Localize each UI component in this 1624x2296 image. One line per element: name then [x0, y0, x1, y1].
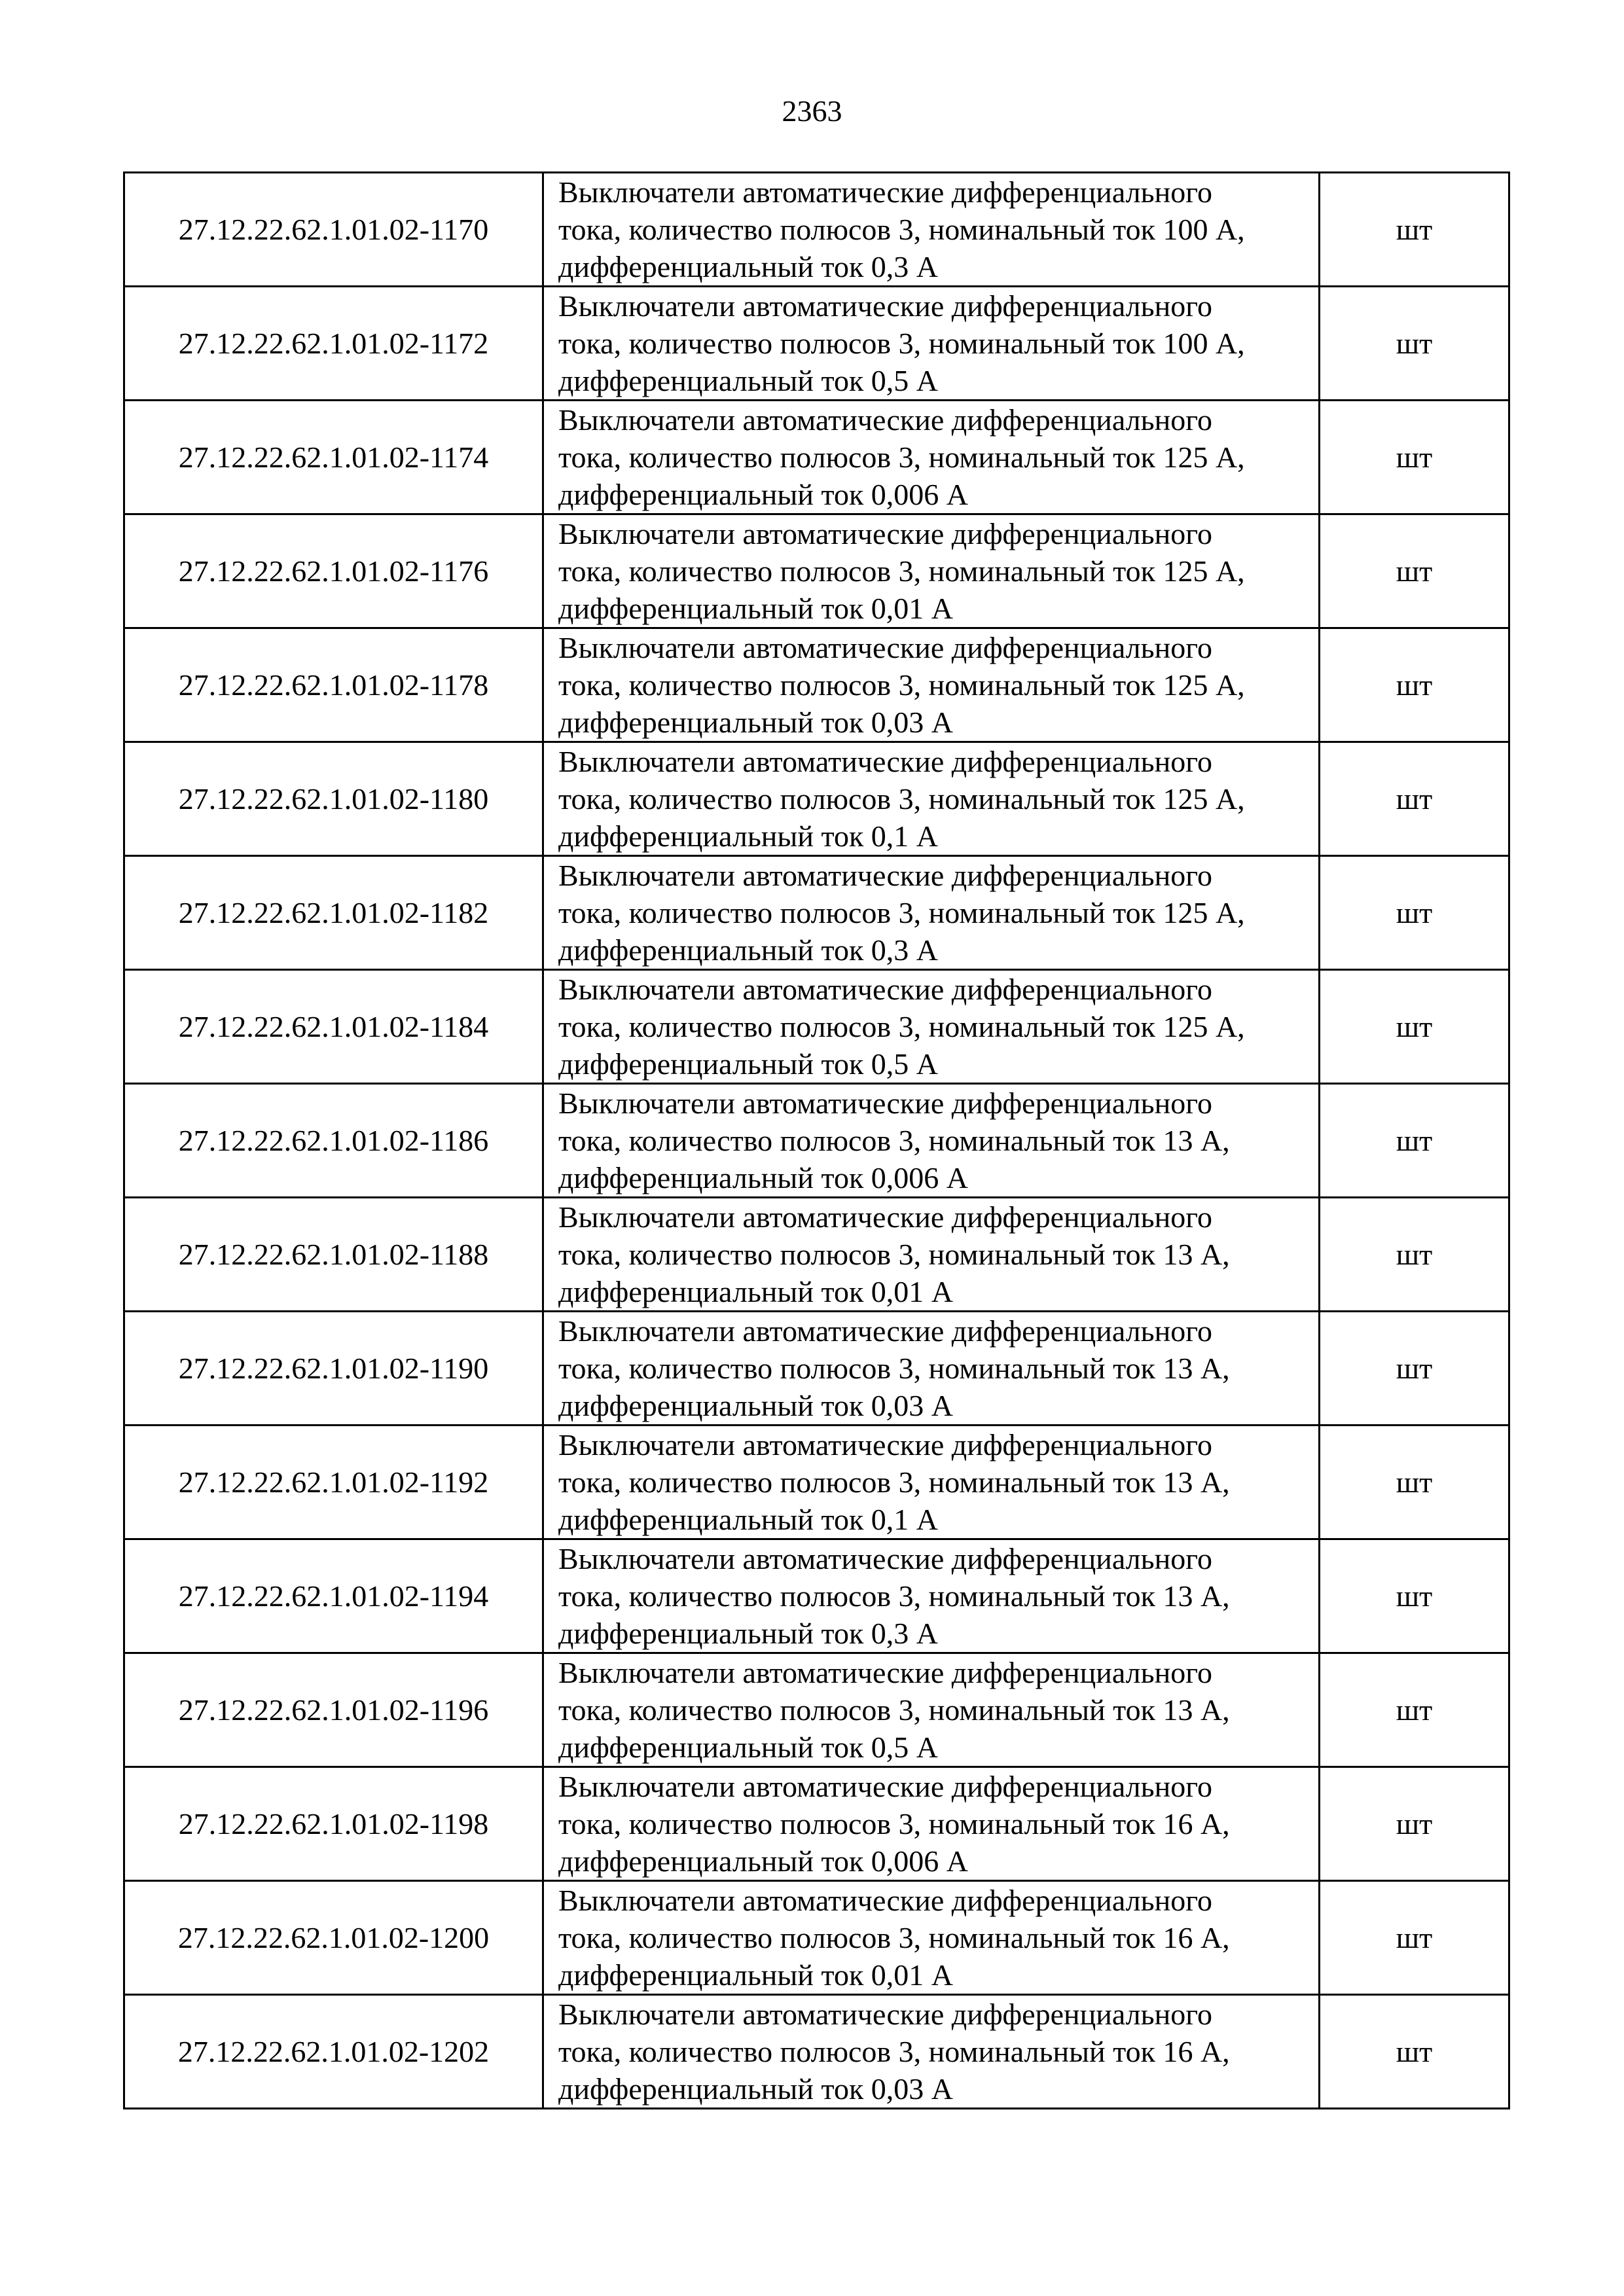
row-description [543, 401, 1320, 514]
page-number: 2363 [782, 94, 842, 128]
description-line: дифференциальный ток 0,03 А [558, 1389, 954, 1422]
description-line: Выключатели автоматические дифференциального [558, 175, 1212, 209]
description-line: дифференциальный ток 0,006 А [558, 1844, 969, 1878]
description-line: дифференциальный ток 0,01 А [558, 1958, 954, 1992]
description-line: дифференциальный ток 0,01 А [558, 1275, 954, 1308]
table-row [124, 1881, 1509, 1995]
row-description [543, 1995, 1320, 2109]
row-unit: шт [1320, 742, 1509, 856]
table-row [124, 1084, 1509, 1198]
row-code: 27.12.22.62.1.01.02-1202 [124, 1995, 543, 2109]
description-line: тока, количество полюсов 3, номинальный ток 16 А, [558, 1807, 1230, 1840]
description-line: дифференциальный ток 0,3 А [558, 1617, 939, 1650]
row-code: 27.12.22.62.1.01.02-1192 [124, 1426, 543, 1539]
description-line: тока, количество полюсов 3, номинальный ток 13 А, [558, 1579, 1230, 1613]
table-row [124, 628, 1509, 742]
description-line: дифференциальный ток 0,006 А [558, 478, 969, 511]
row-code: 27.12.22.62.1.01.02-1176 [124, 514, 543, 628]
description-line: Выключатели автоматические дифференциального [558, 1542, 1212, 1575]
row-unit: шт [1320, 1767, 1509, 1881]
description-line: Выключатели автоматические дифференциального [558, 517, 1212, 550]
row-code: 27.12.22.62.1.01.02-1196 [124, 1653, 543, 1767]
row-unit: шт [1320, 1995, 1509, 2109]
description-line: тока, количество полюсов 3, номинальный ток 13 А, [558, 1352, 1230, 1385]
row-description [543, 1653, 1320, 1767]
row-code: 27.12.22.62.1.01.02-1186 [124, 1084, 543, 1198]
row-description [543, 1426, 1320, 1539]
row-code: 27.12.22.62.1.01.02-1184 [124, 970, 543, 1084]
table-row [124, 1198, 1509, 1312]
description-line: Выключатели автоматические дифференциального [558, 631, 1212, 664]
description-line: тока, количество полюсов 3, номинальный ток 13 А, [558, 1693, 1230, 1727]
row-code: 27.12.22.62.1.01.02-1180 [124, 742, 543, 856]
description-line: дифференциальный ток 0,006 А [558, 1161, 969, 1194]
description-line: Выключатели автоматические дифференциального [558, 1428, 1212, 1462]
description-line: дифференциальный ток 0,3 А [558, 250, 939, 283]
row-description [543, 1767, 1320, 1881]
row-code: 27.12.22.62.1.01.02-1190 [124, 1312, 543, 1426]
description-line: дифференциальный ток 0,1 А [558, 819, 939, 853]
row-unit: шт [1320, 1539, 1509, 1653]
table-row [124, 401, 1509, 514]
classifier-table [123, 171, 1510, 2109]
table-row [124, 514, 1509, 628]
row-unit: шт [1320, 287, 1509, 401]
row-description [543, 970, 1320, 1084]
description-line: тока, количество полюсов 3, номинальный ток 125 А, [558, 554, 1245, 588]
description-line: Выключатели автоматические дифференциального [558, 1770, 1212, 1803]
description-line: дифференциальный ток 0,5 А [558, 1047, 939, 1081]
table-row [124, 287, 1509, 401]
description-line: дифференциальный ток 0,03 А [558, 706, 954, 739]
description-line: Выключатели автоматические дифференциального [558, 1200, 1212, 1234]
description-line: дифференциальный ток 0,03 А [558, 2072, 954, 2106]
description-line: Выключатели автоматические дифференциального [558, 859, 1212, 892]
row-description [543, 287, 1320, 401]
row-description [543, 856, 1320, 970]
row-description [543, 1881, 1320, 1995]
row-unit: шт [1320, 856, 1509, 970]
description-line: Выключатели автоматические дифференциального [558, 973, 1212, 1006]
table-row [124, 1767, 1509, 1881]
table-row [124, 856, 1509, 970]
description-line: Выключатели автоматические дифференциального [558, 403, 1212, 437]
description-line: дифференциальный ток 0,5 А [558, 364, 939, 397]
description-line: тока, количество полюсов 3, номинальный ток 100 А, [558, 327, 1245, 360]
description-line: тока, количество полюсов 3, номинальный ток 16 А, [558, 2035, 1230, 2068]
row-unit: шт [1320, 970, 1509, 1084]
row-description [543, 628, 1320, 742]
row-unit: шт [1320, 1881, 1509, 1995]
row-unit: шт [1320, 1312, 1509, 1426]
table-row [124, 970, 1509, 1084]
description-line: тока, количество полюсов 3, номинальный ток 125 А, [558, 668, 1245, 702]
description-line: дифференциальный ток 0,01 А [558, 592, 954, 625]
row-code: 27.12.22.62.1.01.02-1178 [124, 628, 543, 742]
description-line: дифференциальный ток 0,5 А [558, 1731, 939, 1764]
row-unit: шт [1320, 628, 1509, 742]
row-unit: шт [1320, 1198, 1509, 1312]
description-line: дифференциальный ток 0,3 А [558, 933, 939, 967]
row-code: 27.12.22.62.1.01.02-1170 [124, 173, 543, 287]
table-row [124, 1539, 1509, 1653]
row-description [543, 742, 1320, 856]
row-unit: шт [1320, 1426, 1509, 1539]
description-line: Выключатели автоматические дифференциального [558, 745, 1212, 778]
description-line: дифференциальный ток 0,1 А [558, 1503, 939, 1536]
row-description [543, 1198, 1320, 1312]
row-unit: шт [1320, 1084, 1509, 1198]
description-line: тока, количество полюсов 3, номинальный ток 100 А, [558, 213, 1245, 246]
row-unit: шт [1320, 514, 1509, 628]
row-code: 27.12.22.62.1.01.02-1200 [124, 1881, 543, 1995]
row-description [543, 1539, 1320, 1653]
row-code: 27.12.22.62.1.01.02-1194 [124, 1539, 543, 1653]
row-description [543, 1084, 1320, 1198]
description-line: тока, количество полюсов 3, номинальный ток 125 А, [558, 782, 1245, 816]
description-line: Выключатели автоматические дифференциального [558, 1998, 1212, 2031]
description-line: Выключатели автоматические дифференциального [558, 1086, 1212, 1120]
row-code: 27.12.22.62.1.01.02-1174 [124, 401, 543, 514]
table-row [124, 173, 1509, 287]
row-unit: шт [1320, 173, 1509, 287]
row-unit: шт [1320, 1653, 1509, 1767]
row-code: 27.12.22.62.1.01.02-1188 [124, 1198, 543, 1312]
row-description [543, 514, 1320, 628]
row-description [543, 173, 1320, 287]
description-line: тока, количество полюсов 3, номинальный ток 13 А, [558, 1238, 1230, 1271]
table-row [124, 1995, 1509, 2109]
table-row [124, 1426, 1509, 1539]
description-line: тока, количество полюсов 3, номинальный ток 125 А, [558, 440, 1245, 474]
description-line: Выключатели автоматические дифференциального [558, 1314, 1212, 1348]
description-line: тока, количество полюсов 3, номинальный ток 13 А, [558, 1465, 1230, 1499]
row-code: 27.12.22.62.1.01.02-1172 [124, 287, 543, 401]
description-line: тока, количество полюсов 3, номинальный ток 13 А, [558, 1124, 1230, 1157]
row-unit: шт [1320, 401, 1509, 514]
table-row [124, 1653, 1509, 1767]
row-code: 27.12.22.62.1.01.02-1182 [124, 856, 543, 970]
description-line: Выключатели автоматические дифференциального [558, 1656, 1212, 1689]
row-code: 27.12.22.62.1.01.02-1198 [124, 1767, 543, 1881]
table-row [124, 1312, 1509, 1426]
table-row [124, 742, 1509, 856]
description-line: Выключатели автоматические дифференциального [558, 1884, 1212, 1917]
description-line: тока, количество полюсов 3, номинальный ток 125 А, [558, 896, 1245, 929]
row-description [543, 1312, 1320, 1426]
description-line: Выключатели автоматические дифференциального [558, 289, 1212, 323]
description-line: тока, количество полюсов 3, номинальный ток 16 А, [558, 1921, 1230, 1954]
description-line: тока, количество полюсов 3, номинальный ток 125 А, [558, 1010, 1245, 1043]
